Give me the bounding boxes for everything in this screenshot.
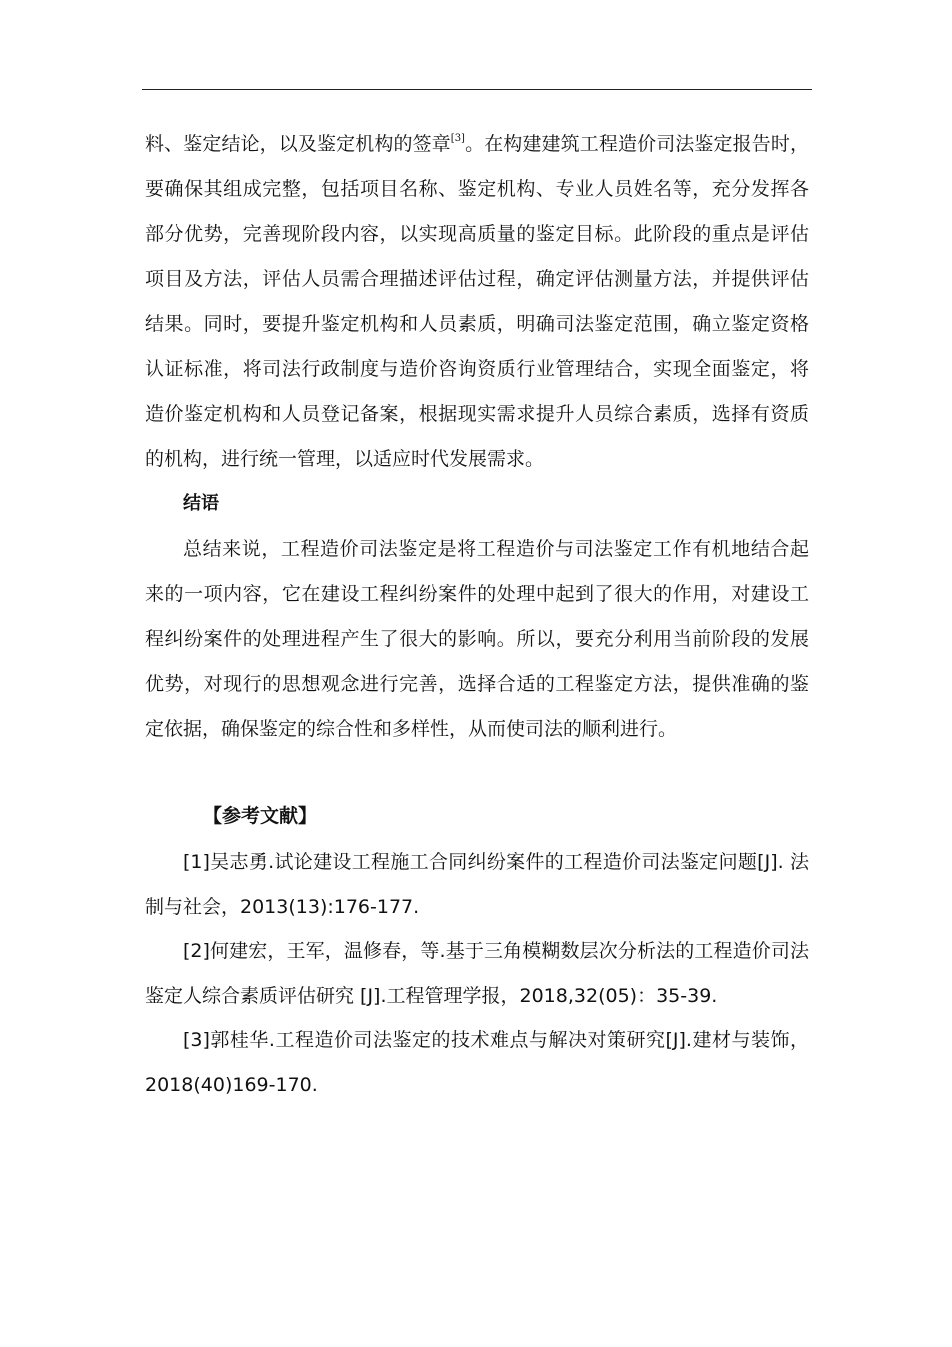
references-title: 【参考文献】 bbox=[203, 805, 318, 827]
paragraph-text-after-citation: 。在构建建筑工程造价司法鉴定报告时，要确保其组成完整，包括项目名称、鉴定机构、专业人员姓名等，充分发挥各部分优势，完善现阶段内容，以实现高质量的鉴定目标。此阶段的重点是评估项目及方法，评估人员需合理描述评估过程，确定评估测量方法，并提供评估结果。同时，要提升鉴定机构和人员素质，明确司法鉴定范围，确立鉴定资格认证标准，将司法行政制度与造价咨询资质行业管理结合，实现全面鉴定，将造价鉴定机构和人员登记备案，根据现实需求提升人员综合素质，选择有资质的机构，进行统一管理，以适应时代发展需求。 bbox=[145, 133, 809, 470]
references-list bbox=[145, 840, 809, 1107]
reference-item-2: [2]何建宏，王军，温修春，等.基于三角模糊数层次分析法的工程造价司法鉴定人综合素质评估研究 [J].工程管理学报，2018,32(05)：35-39. bbox=[145, 940, 809, 1007]
conclusion-paragraph: 总结来说，工程造价司法鉴定是将工程造价与司法鉴定工作有机地结合起来的一项内容，它在建设工程纠纷案件的处理中起到了很大的作用，对建设工程纠纷案件的处理进程产生了很大的影响。所以，要充分利用当前阶段的发展优势，对现行的思想观念进行完善，选择合适的工程鉴定方法，提供准确的鉴定依据，确保鉴定的综合性和多样性，从而使司法的顺利进行。 bbox=[145, 538, 809, 740]
body-paragraph bbox=[145, 122, 809, 482]
paragraph-text-before-citation: 料、鉴定结论，以及鉴定机构的签章 bbox=[145, 133, 451, 155]
paragraph-continued bbox=[145, 122, 809, 482]
header-rule bbox=[142, 89, 812, 90]
conclusion-section bbox=[145, 527, 809, 752]
citation-marker: [3] bbox=[450, 133, 465, 144]
conclusion-heading: 结语 bbox=[183, 493, 219, 514]
reference-item-1: [1]吴志勇.试论建设工程施工合同纠纷案件的工程造价司法鉴定问题[J]. 法制与社会，2013(13):176-177. bbox=[145, 851, 809, 918]
reference-item-3: [3]郭桂华.工程造价司法鉴定的技术难点与解决对策研究[J].建材与装饰，2018(40)169-170. bbox=[145, 1029, 809, 1096]
